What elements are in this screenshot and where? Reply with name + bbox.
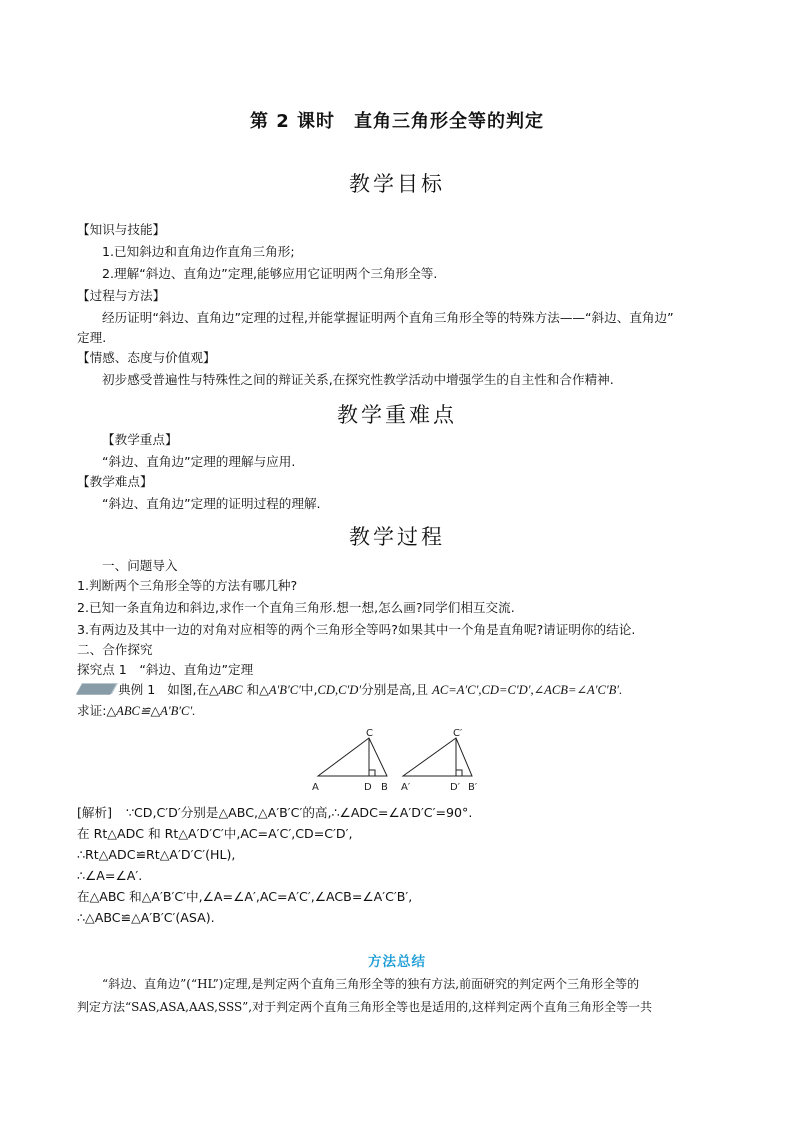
knowledge-heading: 【知识与技能】 bbox=[77, 222, 166, 237]
right-angle-mark-d bbox=[369, 770, 375, 776]
label-d-prime: D′ bbox=[450, 782, 460, 793]
process-method-heading: 【过程与方法】 bbox=[77, 288, 166, 303]
analysis-line-5: 在△ABC 和△A′B′C′中,∠A=∠A′,AC=A′C′,∠ACB=∠A′C′B′, bbox=[77, 889, 413, 904]
label-c-prime: C′ bbox=[453, 728, 463, 739]
analysis-line-1: ∵CD,C′D′分别是△ABC,△A′B′C′的高,∴∠ADC=∠A′D′C′=90°. bbox=[126, 805, 473, 820]
label-d: D bbox=[364, 782, 372, 793]
prove-text: 求证: bbox=[77, 703, 107, 718]
part1-heading: 一、问题导入 bbox=[102, 558, 178, 573]
label-b: B bbox=[381, 782, 388, 793]
part2-heading: 二、合作探究 bbox=[77, 642, 153, 657]
page-title: 第 2 课时 直角三角形全等的判定 bbox=[249, 111, 545, 132]
prove-line bbox=[77, 703, 195, 719]
analysis-line-2: 在 Rt△ADC 和 Rt△A′D′C′中,AC=A′C′,CD=C′D′, bbox=[77, 826, 353, 841]
example-math-1: △ABC bbox=[209, 683, 243, 697]
triangle-abc bbox=[318, 738, 387, 776]
question-3: 3.有两边及其中一边的对角对应相等的两个三角形全等吗?如果其中一个角是直角呢?请证明你的结论. bbox=[77, 622, 636, 637]
example-badge-icon bbox=[76, 681, 118, 700]
method-summary-title: 方法总结 bbox=[368, 954, 426, 970]
right-angle-mark-d1 bbox=[456, 770, 462, 776]
explore-heading: 探究点 1 “斜边、直角边”定理 bbox=[77, 662, 254, 677]
focus-heading: 【教学重点】 bbox=[102, 432, 178, 447]
example-text-2: 和 bbox=[242, 682, 260, 697]
process-method-item-line-2: 定理. bbox=[77, 330, 107, 345]
triangle-a1b1c1 bbox=[403, 738, 472, 776]
example-math-4: AC=A′C′,CD=C′D′,∠ACB=∠A′C′B′. bbox=[432, 683, 623, 697]
label-b-prime: B′ bbox=[468, 782, 478, 793]
example-text-3: 中, bbox=[300, 682, 318, 697]
example-math-3: CD,C′D′ bbox=[317, 683, 362, 697]
analysis-label: [解析] bbox=[77, 805, 113, 820]
analysis-line-3: ∴Rt△ADC≌Rt△A′D′C′(HL), bbox=[77, 847, 236, 862]
emotion-heading: 【情感、态度与价值观】 bbox=[77, 350, 216, 365]
focus-item-1: “斜边、直角边”定理的理解与应用. bbox=[102, 454, 296, 469]
analysis-line-4: ∴∠A=∠A′. bbox=[77, 868, 143, 883]
emotion-item-1: 初步感受普遍性与特殊性之间的辩证关系,在探究性教学活动中增强学生的自主性和合作精神. bbox=[102, 372, 614, 387]
label-a: A bbox=[312, 782, 319, 793]
example-label: 典例 1 bbox=[118, 682, 156, 697]
analysis-line-6: ∴△ABC≌△A′B′C′(ASA). bbox=[77, 910, 215, 925]
example-text-1: 如图,在 bbox=[167, 682, 210, 697]
label-a-prime: A′ bbox=[401, 782, 411, 793]
section-heading-key-points: 教学重难点 bbox=[337, 403, 457, 427]
section-heading-goals: 教学目标 bbox=[349, 172, 445, 196]
example-line bbox=[118, 682, 622, 698]
difficulty-heading: 【教学难点】 bbox=[77, 474, 153, 489]
knowledge-item-1: 1.已知斜边和直角边作直角三角形; bbox=[102, 244, 295, 259]
example-math-2: △A′B′C′ bbox=[259, 683, 301, 697]
knowledge-item-2: 2.理解“斜边、直角边”定理,能够应用它证明两个三角形全等. bbox=[102, 266, 438, 281]
label-c: C bbox=[366, 728, 373, 739]
difficulty-item-1: “斜边、直角边”定理的证明过程的理解. bbox=[102, 496, 321, 511]
prove-math: △ABC≌△A′B′C′. bbox=[106, 704, 196, 718]
process-method-item-line-1: 经历证明“斜边、直角边”定理的过程,并能掌握证明两个直角三角形全等的特殊方法——“斜边、直角边” bbox=[102, 310, 674, 325]
example-text-4: 分别是高,且 bbox=[361, 682, 433, 697]
method-summary-line-2: 判定方法“SAS,ASA,AAS,SSS”,对于判定两个直角三角形全等也是适用的,这样判定两个直角三角形全等一共 bbox=[77, 1000, 652, 1014]
triangle-figure bbox=[300, 726, 500, 802]
triangle-abc-outline bbox=[318, 738, 387, 776]
question-1: 1.判断两个三角形全等的方法有哪几种? bbox=[77, 578, 298, 593]
section-heading-process: 教学过程 bbox=[349, 525, 445, 549]
method-summary-line-1: “斜边、直角边”(“HL”)定理,是判定两个直角三角形全等的独有方法,前面研究的判定两个三角形全等的 bbox=[102, 977, 640, 991]
question-2: 2.已知一条直角边和斜边,求作一个直角三角形.想一想,怎么画?同学们相互交流. bbox=[77, 600, 515, 615]
